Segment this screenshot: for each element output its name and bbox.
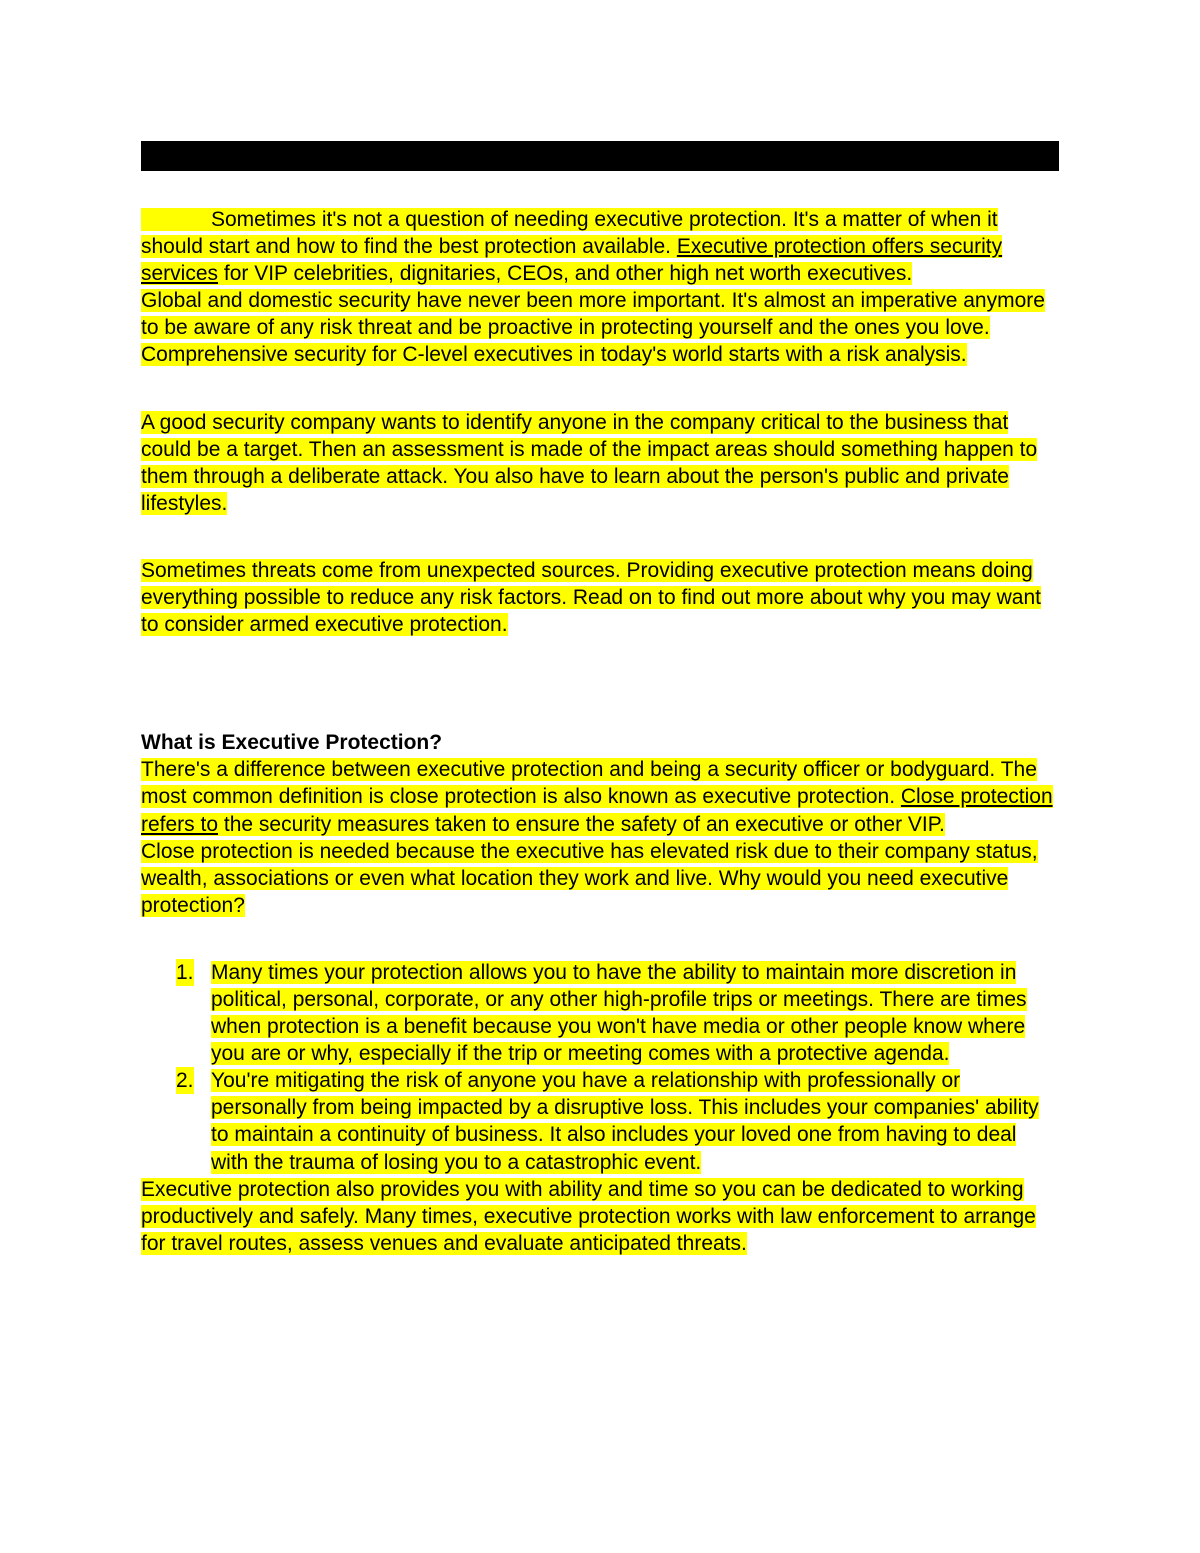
intro-paragraph-4: Sometimes threats come from unexpected sources. Providing executive protection means doing everything possible to reduce any risk factors. Read on to find out more about why you may want to consider armed executive protection. [141, 558, 1041, 637]
list-item-number: 2. [176, 1067, 194, 1094]
list-item-number: 1. [176, 959, 194, 986]
intro-paragraph-1: Sometimes it's not a question of needing executive protection. It's a matter of when it should start and how to find the best protection available. Executive protection offers security services for VIP celebrities, dignitaries, CEOs, and other high net worth executives. [141, 208, 1003, 286]
list-item-text: Many times your protection allows you to have the ability to maintain more discretion in political, personal, corporate, or any other high-profile trips or meetings. There are times when protection is a benefit because you won't have media or other people know where you are or why, especially if the trip or meeting comes with a protective agenda. [211, 960, 1027, 1066]
close-protection-link[interactable]: Close protection refers to [141, 785, 1053, 836]
executive-protection-link[interactable]: Executive protection offers security services [141, 235, 1003, 286]
document-page [141, 141, 1059, 1257]
intro-paragraph-2: Global and domestic security have never been more important. It's almost an imperative anymore to be aware of any risk threat and be proactive in protecting yourself and the ones you love. Comprehensive security for C-level executives in today's world starts with a risk analysis. [141, 289, 1045, 367]
list-item [141, 959, 1059, 1067]
intro-paragraph-3: A good security company wants to identify anyone in the company critical to the business that could be a target. Then an assessment is made of the impact areas should something happen to them through a deliberate attack. You also have to learn about the person's public and private lifestyles. [141, 410, 1038, 515]
section-heading: What is Executive Protection? [141, 731, 443, 755]
list-item [141, 1067, 1059, 1175]
section-paragraph-2: Close protection is needed because the executive has elevated risk due to their company status, wealth, associations or even what location they work and live. Why would you need executive protection? [141, 839, 1038, 917]
list-item-text: You're mitigating the risk of anyone you have a relationship with professionally or personally from being impacted by a disruptive loss. This includes your companies' ability to maintain a continuity of business. It also includes your loved one from having to deal with the trauma of losing you to a catastrophic event. [211, 1069, 1039, 1174]
document-body [141, 206, 1059, 1257]
redacted-title-bar [141, 141, 1059, 171]
section-paragraph-1: There's a difference between executive protection and being a security officer or bodyguard. The most common definition is close protection is also known as executive protection. Close protection refers to the security measures taken to ensure the safety of an executive or other VIP. [141, 758, 1053, 836]
numbered-list [141, 959, 1059, 1176]
section-paragraph-3: Executive protection also provides you with ability and time so you can be dedicated to working productively and safely. Many times, executive protection works with law enforcement to arrange for travel routes, assess venues and evaluate anticipated threats. [141, 1177, 1036, 1255]
